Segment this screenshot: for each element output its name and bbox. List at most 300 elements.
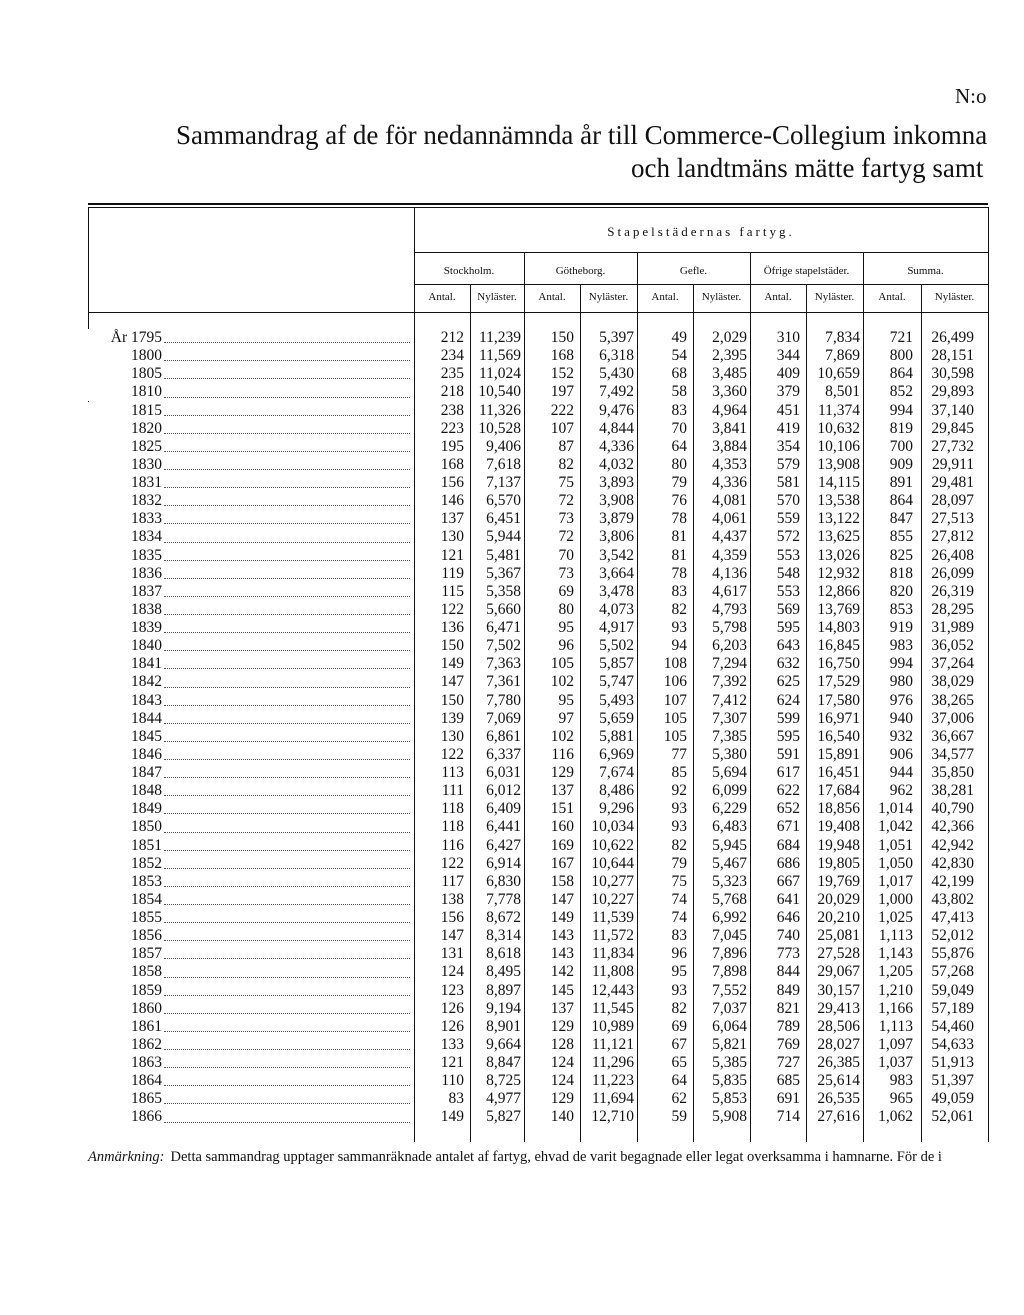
nylaster-cell: 29,893 bbox=[931, 383, 974, 401]
nylaster-cell: 10,528 bbox=[478, 419, 521, 437]
dot-leader bbox=[164, 940, 410, 941]
antal-cell: 82 bbox=[558, 455, 574, 473]
table-row bbox=[88, 982, 974, 1000]
nylaster-cell: 3,664 bbox=[599, 564, 634, 582]
nylaster-cell: 12,932 bbox=[817, 564, 860, 582]
year-label: 1833 bbox=[88, 510, 162, 528]
nylaster-cell: 5,944 bbox=[486, 528, 521, 546]
antal-cell: 1,097 bbox=[878, 1035, 913, 1053]
antal-cell: 579 bbox=[776, 455, 800, 473]
nylaster-cell: 13,122 bbox=[817, 510, 860, 528]
antal-cell: 97 bbox=[558, 709, 574, 727]
year-cell bbox=[88, 855, 414, 873]
antal-cell: 195 bbox=[440, 437, 464, 455]
antal-cell: 78 bbox=[671, 510, 687, 528]
nylaster-cell: 11,808 bbox=[591, 963, 634, 981]
nylaster-cell: 8,495 bbox=[486, 963, 521, 981]
antal-cell: 1,037 bbox=[878, 1054, 913, 1072]
nylaster-cell: 6,861 bbox=[486, 727, 521, 745]
table-row bbox=[88, 456, 974, 474]
nylaster-cell: 19,805 bbox=[817, 854, 860, 872]
antal-cell: 354 bbox=[776, 437, 800, 455]
nylaster-cell: 12,866 bbox=[817, 582, 860, 600]
nylaster-cell: 4,073 bbox=[599, 600, 634, 618]
antal-cell: 769 bbox=[776, 1035, 800, 1053]
nylaster-cell: 10,277 bbox=[591, 872, 634, 890]
nylaster-cell: 9,296 bbox=[599, 800, 634, 818]
antal-cell: 595 bbox=[776, 619, 800, 637]
table-top-rule bbox=[88, 203, 988, 205]
table-row bbox=[88, 800, 974, 818]
nylaster-cell: 4,917 bbox=[599, 619, 634, 637]
antal-cell: 569 bbox=[776, 600, 800, 618]
antal-cell: 137 bbox=[550, 999, 574, 1017]
antal-cell: 49 bbox=[671, 329, 687, 347]
year-cell bbox=[88, 456, 414, 474]
nylaster-cell: 6,427 bbox=[486, 836, 521, 854]
subheader-nylaster: Nyläster. bbox=[934, 291, 975, 303]
antal-cell: 147 bbox=[550, 890, 574, 908]
dot-leader bbox=[164, 542, 410, 543]
year-cell bbox=[88, 420, 414, 438]
table-row bbox=[88, 692, 974, 710]
nylaster-cell: 7,045 bbox=[712, 927, 747, 945]
nylaster-cell: 7,363 bbox=[486, 655, 521, 673]
antal-cell: 581 bbox=[776, 474, 800, 492]
dot-leader bbox=[164, 560, 410, 561]
nylaster-cell: 7,869 bbox=[825, 347, 860, 365]
nylaster-cell: 52,012 bbox=[931, 927, 974, 945]
antal-cell: 818 bbox=[889, 564, 913, 582]
title-line-2: och landtmäns mätte fartyg samt bbox=[631, 153, 984, 183]
year-label: 1825 bbox=[88, 438, 162, 456]
antal-cell: 932 bbox=[889, 727, 913, 745]
footnote-label: Anmärkning: bbox=[88, 1149, 165, 1165]
antal-cell: 122 bbox=[440, 600, 464, 618]
subheader-antal: Antal. bbox=[651, 291, 679, 303]
group-header-rule bbox=[414, 252, 988, 253]
year-label: 1852 bbox=[88, 855, 162, 873]
port-header-gefle: Gefle. bbox=[679, 265, 708, 277]
nylaster-cell: 8,847 bbox=[486, 1054, 521, 1072]
antal-cell: 671 bbox=[776, 818, 800, 836]
dot-leader bbox=[164, 777, 410, 778]
antal-cell: 54 bbox=[671, 347, 687, 365]
antal-cell: 95 bbox=[558, 619, 574, 637]
antal-cell: 559 bbox=[776, 510, 800, 528]
nylaster-cell: 54,460 bbox=[931, 1017, 974, 1035]
antal-cell: 685 bbox=[776, 1072, 800, 1090]
table-row bbox=[88, 1090, 974, 1108]
nylaster-cell: 51,397 bbox=[931, 1072, 974, 1090]
antal-cell: 70 bbox=[558, 546, 574, 564]
antal-cell: 1,042 bbox=[878, 818, 913, 836]
antal-cell: 891 bbox=[889, 474, 913, 492]
antal-cell: 67 bbox=[671, 1035, 687, 1053]
nylaster-cell: 13,538 bbox=[817, 492, 860, 510]
antal-cell: 128 bbox=[550, 1035, 574, 1053]
antal-cell: 212 bbox=[440, 329, 464, 347]
antal-cell: 197 bbox=[550, 383, 574, 401]
antal-cell: 1,062 bbox=[878, 1108, 913, 1126]
antal-cell: 83 bbox=[671, 401, 687, 419]
antal-cell: 151 bbox=[550, 800, 574, 818]
antal-cell: 73 bbox=[558, 564, 574, 582]
antal-cell: 118 bbox=[441, 800, 464, 818]
nylaster-cell: 6,830 bbox=[486, 872, 521, 890]
year-cell bbox=[88, 1054, 414, 1072]
antal-cell: 150 bbox=[440, 637, 464, 655]
table-row bbox=[88, 945, 974, 963]
dot-leader bbox=[164, 741, 410, 742]
antal-cell: 700 bbox=[889, 437, 913, 455]
nylaster-cell: 27,513 bbox=[931, 510, 974, 528]
nylaster-cell: 27,528 bbox=[817, 945, 860, 963]
dot-leader bbox=[164, 596, 410, 597]
nylaster-cell: 4,844 bbox=[599, 419, 634, 437]
year-label: 1860 bbox=[88, 1000, 162, 1018]
nylaster-cell: 10,644 bbox=[591, 854, 634, 872]
antal-cell: 137 bbox=[550, 782, 574, 800]
year-cell bbox=[88, 764, 414, 782]
nylaster-cell: 7,552 bbox=[712, 981, 747, 999]
year-label: 1839 bbox=[88, 619, 162, 637]
table-row bbox=[88, 438, 974, 456]
antal-cell: 78 bbox=[671, 564, 687, 582]
nylaster-cell: 11,545 bbox=[591, 999, 634, 1017]
page-number-label: N:o bbox=[955, 84, 987, 108]
year-label: 1854 bbox=[88, 891, 162, 909]
nylaster-cell: 15,891 bbox=[817, 745, 860, 763]
antal-cell: 70 bbox=[671, 419, 687, 437]
nylaster-cell: 5,694 bbox=[712, 764, 747, 782]
nylaster-cell: 28,295 bbox=[931, 600, 974, 618]
antal-cell: 94 bbox=[671, 637, 687, 655]
nylaster-cell: 8,314 bbox=[486, 927, 521, 945]
table-row bbox=[88, 782, 974, 800]
nylaster-cell: 8,501 bbox=[825, 383, 860, 401]
year-label: 1859 bbox=[88, 982, 162, 1000]
table-row bbox=[88, 1054, 974, 1072]
antal-cell: 116 bbox=[551, 745, 574, 763]
antal-cell: 116 bbox=[441, 836, 464, 854]
nylaster-cell: 5,660 bbox=[486, 600, 521, 618]
year-label: 1840 bbox=[88, 637, 162, 655]
antal-cell: 64 bbox=[671, 1072, 687, 1090]
antal-cell: 855 bbox=[889, 528, 913, 546]
nylaster-cell: 11,223 bbox=[591, 1072, 634, 1090]
nylaster-cell: 27,812 bbox=[931, 528, 974, 546]
table-row bbox=[88, 420, 974, 438]
antal-cell: 909 bbox=[889, 455, 913, 473]
antal-cell: 721 bbox=[889, 329, 913, 347]
table-row bbox=[88, 637, 974, 655]
nylaster-cell: 6,570 bbox=[486, 492, 521, 510]
year-cell bbox=[88, 673, 414, 691]
nylaster-cell: 10,034 bbox=[591, 818, 634, 836]
antal-cell: 83 bbox=[671, 582, 687, 600]
nylaster-cell: 4,336 bbox=[712, 474, 747, 492]
nylaster-cell: 36,052 bbox=[931, 637, 974, 655]
antal-cell: 379 bbox=[776, 383, 800, 401]
nylaster-cell: 30,598 bbox=[931, 365, 974, 383]
nylaster-cell: 38,029 bbox=[931, 673, 974, 691]
year-cell bbox=[88, 329, 414, 347]
year-cell bbox=[88, 1000, 414, 1018]
year-cell bbox=[88, 1090, 414, 1108]
antal-cell: 83 bbox=[671, 927, 687, 945]
nylaster-cell: 57,189 bbox=[931, 999, 974, 1017]
antal-cell: 983 bbox=[889, 1072, 913, 1090]
nylaster-cell: 59,049 bbox=[931, 981, 974, 999]
nylaster-cell: 5,835 bbox=[712, 1072, 747, 1090]
antal-cell: 92 bbox=[671, 782, 687, 800]
table-row bbox=[88, 402, 974, 420]
antal-cell: 238 bbox=[440, 401, 464, 419]
antal-cell: 572 bbox=[776, 528, 800, 546]
nylaster-cell: 55,876 bbox=[931, 945, 974, 963]
antal-cell: 1,210 bbox=[878, 981, 913, 999]
nylaster-cell: 5,358 bbox=[486, 582, 521, 600]
nylaster-cell: 5,380 bbox=[712, 745, 747, 763]
antal-cell: 64 bbox=[671, 437, 687, 455]
table-row bbox=[88, 891, 974, 909]
nylaster-cell: 13,026 bbox=[817, 546, 860, 564]
nylaster-cell: 5,747 bbox=[599, 673, 634, 691]
table-row bbox=[88, 474, 974, 492]
table-right-border bbox=[988, 207, 989, 1142]
nylaster-cell: 4,977 bbox=[486, 1090, 521, 1108]
nylaster-cell: 26,099 bbox=[931, 564, 974, 582]
antal-cell: 625 bbox=[776, 673, 800, 691]
antal-cell: 74 bbox=[671, 890, 687, 908]
antal-cell: 149 bbox=[550, 909, 574, 927]
year-cell bbox=[88, 474, 414, 492]
antal-cell: 821 bbox=[776, 999, 800, 1017]
antal-cell: 962 bbox=[889, 782, 913, 800]
antal-cell: 79 bbox=[671, 474, 687, 492]
antal-cell: 222 bbox=[550, 401, 574, 419]
nylaster-cell: 4,353 bbox=[712, 455, 747, 473]
table-row bbox=[88, 329, 974, 347]
nylaster-cell: 7,896 bbox=[712, 945, 747, 963]
antal-cell: 122 bbox=[440, 854, 464, 872]
antal-cell: 105 bbox=[550, 655, 574, 673]
antal-cell: 82 bbox=[671, 600, 687, 618]
antal-cell: 451 bbox=[776, 401, 800, 419]
footnote bbox=[88, 1149, 942, 1166]
nylaster-cell: 8,897 bbox=[486, 981, 521, 999]
nylaster-cell: 12,710 bbox=[591, 1108, 634, 1126]
nylaster-cell: 14,115 bbox=[817, 474, 860, 492]
nylaster-cell: 5,323 bbox=[712, 872, 747, 890]
year-cell bbox=[88, 982, 414, 1000]
antal-cell: 152 bbox=[550, 365, 574, 383]
nylaster-cell: 51,913 bbox=[931, 1054, 974, 1072]
year-cell bbox=[88, 383, 414, 401]
antal-cell: 218 bbox=[440, 383, 464, 401]
antal-cell: 79 bbox=[671, 854, 687, 872]
year-label: 1849 bbox=[88, 800, 162, 818]
antal-cell: 158 bbox=[550, 872, 574, 890]
nylaster-cell: 37,140 bbox=[931, 401, 974, 419]
subheader-nylaster: Nyläster. bbox=[588, 291, 629, 303]
dot-leader bbox=[164, 832, 410, 833]
subheader-antal: Antal. bbox=[878, 291, 906, 303]
antal-cell: 147 bbox=[440, 673, 464, 691]
nylaster-cell: 7,834 bbox=[825, 329, 860, 347]
year-label: 1815 bbox=[88, 402, 162, 420]
nylaster-cell: 16,750 bbox=[817, 655, 860, 673]
nylaster-cell: 10,632 bbox=[817, 419, 860, 437]
year-cell bbox=[88, 909, 414, 927]
nylaster-cell: 8,901 bbox=[486, 1017, 521, 1035]
antal-cell: 121 bbox=[440, 546, 464, 564]
nylaster-cell: 11,539 bbox=[591, 909, 634, 927]
antal-cell: 93 bbox=[671, 800, 687, 818]
table-row bbox=[88, 673, 974, 691]
antal-cell: 646 bbox=[776, 909, 800, 927]
nylaster-cell: 43,802 bbox=[931, 890, 974, 908]
nylaster-cell: 27,732 bbox=[931, 437, 974, 455]
nylaster-cell: 16,845 bbox=[817, 637, 860, 655]
antal-cell: 1,205 bbox=[878, 963, 913, 981]
dot-leader bbox=[164, 614, 410, 615]
year-label: 1832 bbox=[88, 492, 162, 510]
nylaster-cell: 6,441 bbox=[486, 818, 521, 836]
antal-cell: 80 bbox=[558, 600, 574, 618]
title-line-1: Sammandrag af de för nedannämnda år till Commerce-Collegium inkomna bbox=[176, 120, 988, 150]
antal-cell: 727 bbox=[776, 1054, 800, 1072]
dot-leader bbox=[164, 1122, 410, 1123]
nylaster-cell: 52,061 bbox=[931, 1108, 974, 1126]
antal-cell: 123 bbox=[440, 981, 464, 999]
antal-cell: 102 bbox=[550, 673, 574, 691]
antal-cell: 130 bbox=[440, 528, 464, 546]
antal-cell: 773 bbox=[776, 945, 800, 963]
nylaster-cell: 7,780 bbox=[486, 691, 521, 709]
subheader-antal: Antal. bbox=[764, 291, 792, 303]
table-row bbox=[88, 510, 974, 528]
year-cell bbox=[88, 1036, 414, 1054]
nylaster-cell: 13,769 bbox=[817, 600, 860, 618]
nylaster-cell: 4,793 bbox=[712, 600, 747, 618]
antal-cell: 976 bbox=[889, 691, 913, 709]
nylaster-cell: 6,337 bbox=[486, 745, 521, 763]
nylaster-cell: 6,203 bbox=[712, 637, 747, 655]
antal-cell: 820 bbox=[889, 582, 913, 600]
table-row bbox=[88, 383, 974, 401]
antal-cell: 124 bbox=[550, 1054, 574, 1072]
antal-cell: 143 bbox=[550, 945, 574, 963]
antal-cell: 77 bbox=[671, 745, 687, 763]
year-label: 1866 bbox=[88, 1108, 162, 1126]
port-header-stockholm: Stockholm. bbox=[443, 265, 495, 277]
nylaster-cell: 6,012 bbox=[486, 782, 521, 800]
nylaster-cell: 7,618 bbox=[486, 455, 521, 473]
nylaster-cell: 7,294 bbox=[712, 655, 747, 673]
antal-cell: 136 bbox=[440, 619, 464, 637]
year-label: 1863 bbox=[88, 1054, 162, 1072]
nylaster-cell: 26,535 bbox=[817, 1090, 860, 1108]
port-header-rule bbox=[414, 284, 988, 285]
nylaster-cell: 6,229 bbox=[712, 800, 747, 818]
antal-cell: 853 bbox=[889, 600, 913, 618]
dot-leader bbox=[164, 451, 410, 452]
year-cell bbox=[88, 565, 414, 583]
nylaster-cell: 5,493 bbox=[599, 691, 634, 709]
nylaster-cell: 11,326 bbox=[478, 401, 521, 419]
antal-cell: 223 bbox=[440, 419, 464, 437]
nylaster-cell: 27,616 bbox=[817, 1108, 860, 1126]
nylaster-cell: 37,264 bbox=[931, 655, 974, 673]
table-row bbox=[88, 963, 974, 981]
nylaster-cell: 20,029 bbox=[817, 890, 860, 908]
nylaster-cell: 4,136 bbox=[712, 564, 747, 582]
dot-leader bbox=[164, 342, 410, 343]
antal-cell: 641 bbox=[776, 890, 800, 908]
table-row bbox=[88, 565, 974, 583]
group-header: Stapelstädernas fartyg. bbox=[607, 224, 795, 239]
antal-cell: 599 bbox=[776, 709, 800, 727]
nylaster-cell: 6,451 bbox=[486, 510, 521, 528]
footnote-text: Detta sammandrag upptager sammanräknade antalet af fartyg, ehvad de varit begagnade eller legat overksamma i hamnarne. För de i bbox=[170, 1149, 942, 1165]
antal-cell: 126 bbox=[440, 999, 464, 1017]
nylaster-cell: 38,265 bbox=[931, 691, 974, 709]
antal-cell: 553 bbox=[776, 546, 800, 564]
year-cell bbox=[88, 800, 414, 818]
dot-leader bbox=[164, 813, 410, 814]
antal-cell: 102 bbox=[550, 727, 574, 745]
dot-leader bbox=[164, 487, 410, 488]
nylaster-cell: 5,768 bbox=[712, 890, 747, 908]
nylaster-cell: 26,408 bbox=[931, 546, 974, 564]
nylaster-cell: 5,881 bbox=[599, 727, 634, 745]
antal-cell: 107 bbox=[663, 691, 687, 709]
antal-cell: 643 bbox=[776, 637, 800, 655]
antal-cell: 82 bbox=[671, 836, 687, 854]
nylaster-cell: 9,664 bbox=[486, 1035, 521, 1053]
antal-cell: 82 bbox=[671, 999, 687, 1017]
table-row bbox=[88, 528, 974, 546]
year-label: 1853 bbox=[88, 873, 162, 891]
nylaster-cell: 19,769 bbox=[817, 872, 860, 890]
nylaster-cell: 29,481 bbox=[931, 474, 974, 492]
antal-cell: 58 bbox=[671, 383, 687, 401]
nylaster-cell: 42,366 bbox=[931, 818, 974, 836]
antal-cell: 1,113 bbox=[878, 927, 913, 945]
antal-cell: 93 bbox=[671, 619, 687, 637]
year-label: 1830 bbox=[88, 456, 162, 474]
port-header-ofrige: Öfrige stapelstäder. bbox=[763, 265, 850, 277]
antal-cell: 115 bbox=[441, 582, 464, 600]
antal-cell: 68 bbox=[671, 365, 687, 383]
antal-cell: 1,166 bbox=[878, 999, 913, 1017]
nylaster-cell: 20,210 bbox=[817, 909, 860, 927]
year-label: 1845 bbox=[88, 728, 162, 746]
year-label: År 1795 bbox=[88, 329, 162, 347]
antal-cell: 570 bbox=[776, 492, 800, 510]
year-cell bbox=[88, 1108, 414, 1126]
antal-cell: 1,025 bbox=[878, 909, 913, 927]
nylaster-cell: 8,618 bbox=[486, 945, 521, 963]
nylaster-cell: 10,227 bbox=[591, 890, 634, 908]
table-row bbox=[88, 855, 974, 873]
table-row bbox=[88, 710, 974, 728]
antal-cell: 994 bbox=[889, 655, 913, 673]
antal-cell: 419 bbox=[776, 419, 800, 437]
antal-cell: 740 bbox=[776, 927, 800, 945]
